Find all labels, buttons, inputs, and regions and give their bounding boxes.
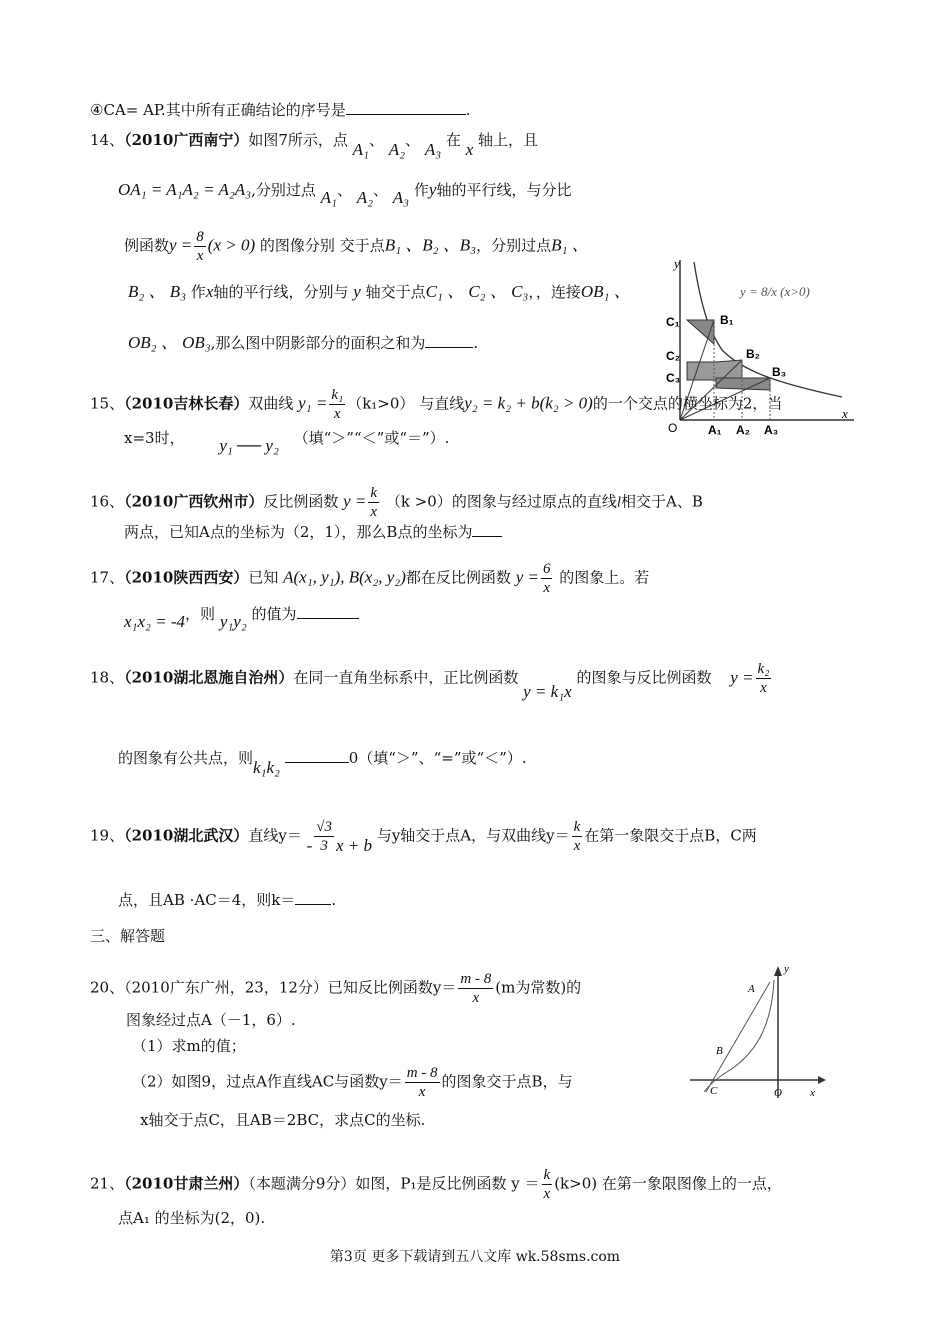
fig7-a3: A₃ [764,423,779,437]
q14-line5: OB₂ 、 OB₃,那么图中阴影部分的面积之和为 . [128,333,479,352]
fig9-a: A [748,983,755,995]
q17-line1: 17、（2010陕西西安）已知 A(x₁, y₁), B(x₂, y₂)都在反比例函数 y = $\frac{6}{x}$ 的图象上。若 [90,561,650,596]
q18-line1: 18、（2010湖北恩施自治州）在同一直角坐标系中，正比例函数 y = k₁x 的图象与反比例函数 y = $\frac{\text{k₂}}{x}$ [90,661,770,701]
fig7-b3: B₃ [772,365,787,379]
figure-9 [690,960,830,1100]
fig7-curve-label: y = 8/x (x>0) [740,284,810,299]
fig7-b1: B₁ [720,313,734,327]
answer-blank [285,762,349,763]
section-3-heading: 三、解答题 [90,927,166,945]
fig9-y-label: y [784,963,789,975]
q19-line2: 点，且AB ·AC＝4，则k＝ . [118,891,337,909]
q15-line1: 15、（2010吉林长春）双曲线 y₁ = $\frac{\text{k₁}}{x}$ （k₁>0） 与直线y₂ = k₂ + b(k₂ > 0)的一个交点的横坐标为2，当 [90,387,783,422]
q14-line2: OA₁ = A₁A₂ = A₂A₃,分别过点 A₁、 A₂、 A₃ 作y轴的平行线，与分比 [118,180,572,207]
fig9-b: B [716,1045,723,1057]
q21-line2: 点A₁ 的坐标为(2，0). [118,1209,266,1227]
answer-blank [472,536,502,537]
q16-line2: 两点，已知A点的坐标为（2，1），那么B点的坐标为 [124,522,502,542]
q18-line2: 的图象有公共点，则k₁k₂ 0（填“＞”、“=”或“＜”）. [118,749,527,777]
q20-line1: 20、（2010广东广州，23，12分）已知反比例函数y＝ $\frac{m - 8}{x}$ (m为常数)的 [90,971,582,1006]
fraction-8-over-x: $\frac{8}{x}$ [196,229,204,264]
fig9-x-label: x [810,1087,815,1099]
q13-tail: ④CA= AP.其中所有正确结论的序号是 . [90,101,471,119]
fig7-b2: B₂ [746,347,760,361]
q21-line1: 21、（2010甘肃兰州）（本题满分9分）如图，P₁是反比例函数 y ＝ $\frac{k}{x}$ (k>0) 在第一象限图像上的一点， [90,1167,782,1202]
answer-blank [425,347,473,348]
fig9-c: C [710,1085,718,1097]
q14-line3: 例函数y = $\frac{8}{x}$ (x > 0) 的图像分别 交于点B₁ 、B₂ 、B₃，分别过点B₁ 、 [124,229,589,264]
fig7-a2: A₂ [736,423,750,437]
q20-line4: （2）如图9，过点A作直线AC与函数y＝ $\frac{m - 8}{x}$ 的图象交于点B，与 [132,1065,573,1100]
answer-blank [295,904,331,905]
q20-line2: 图象经过点A（－1，6）. [126,1011,296,1029]
answer-blank [346,114,466,115]
q14-line1: 14、（2010广西南宁）如图7所示，点 A₁、 A₂、 A₃ 在 x 轴上，且 [90,131,539,159]
fig7-y-label: y [674,256,680,271]
fig7-x-label: x [842,406,848,421]
fig9-o: O [774,1087,782,1099]
q17-line2: x₁x₂ = -4，则 y₁y₂ 的值为 [124,604,359,624]
q16-line1: 16、（2010广西钦州市）反比例函数 y = $\frac{k}{x}$ （k >0）的图象与经过原点的直线l相交于A、B [90,485,703,520]
answer-blank [297,618,359,619]
q20-line5: x轴交于点C，且AB＝2BC，求点C的坐标. [140,1111,426,1129]
page-footer: 第3页 更多下载请到五八文库 wk.58sms.com [329,1249,621,1265]
q15-line2: x=3时， y₁ ── y₂ （填“＞”“＜”或“＝”）. [124,429,450,455]
fig7-c3: C₃ [666,371,681,385]
q14-line4: B₂ 、 B₃ 作x轴的平行线，分别与 y 轴交于点C₁ 、 C₂ 、 C₃，，连接OB₁ 、 [128,282,631,301]
q19-line1: 19、（2010湖北武汉）直线y＝ - $\frac{√3}{3}$ x + b 与y轴交于点A，与双曲线y＝ $\frac{k}{x}$ 在第一象限交于点B，C两 [90,819,757,855]
q20-line3: （1）求m的值； [132,1037,246,1055]
fig7-c2: C₂ [666,349,680,363]
fig7-c1: C₁ [666,315,680,329]
fig7-a1: A₁ [708,423,722,437]
fig7-origin: O [668,421,678,435]
